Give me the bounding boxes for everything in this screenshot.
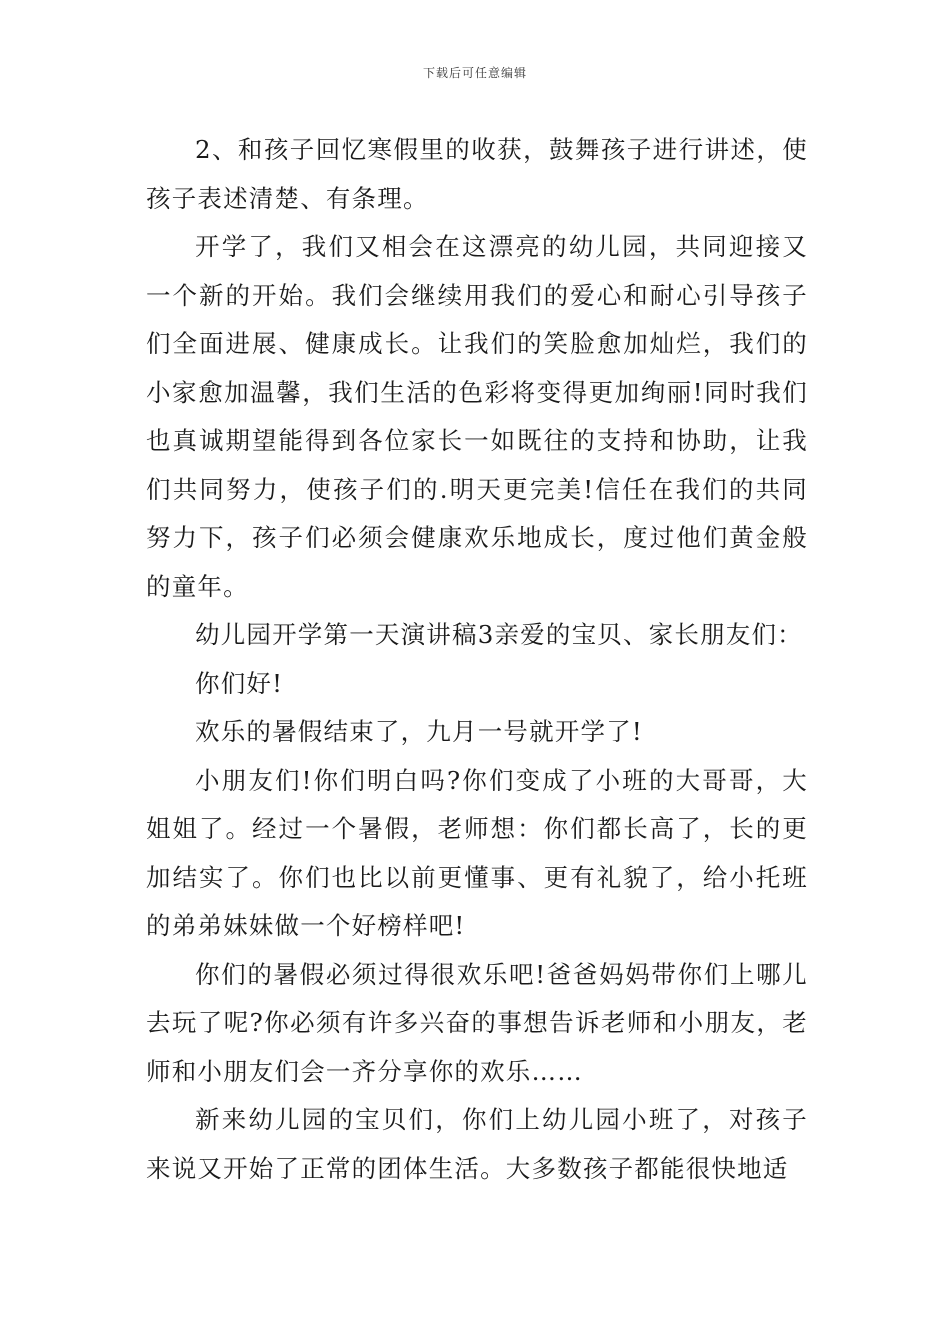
paragraph: 新来幼儿园的宝贝们，你们上幼儿园小班了，对孩子来说又开始了正常的团体生活。大多数孩子都能很快地适 <box>146 1105 808 1183</box>
paragraph-greeting: 你们好! <box>195 668 284 698</box>
document-body <box>146 126 808 1193</box>
paragraph: 2、和孩子回忆寒假里的收获，鼓舞孩子进行讲述，使孩子表述清楚、有条理。 <box>146 135 808 213</box>
paragraph: 开学了，我们又相会在这漂亮的幼儿园，共同迎接又一个新的开始。我们会继续用我们的爱心和耐心引导孩子们全面进展、健康成长。让我们的笑脸愈加灿烂，我们的小家愈加温馨，我们生活的色彩将变得更加绚丽!同时我们也真诚期望能得到各位家长一如既往的支持和协助，让我们共同努力，使孩子们的.明天更完美!信任在我们的共同努力下，孩子们必须会健康欢乐地成长，度过他们黄金般的童年。 <box>146 232 808 601</box>
page-header-note: 下载后可任意编辑 <box>422 66 527 80</box>
paragraph: 小朋友们!你们明白吗?你们变成了小班的大哥哥，大姐姐了。经过一个暑假，老师想：你们都长高了，长的更加结实了。你们也比以前更懂事、更有礼貌了，给小托班的弟弟妹妹做一个好榜样吧! <box>146 765 808 940</box>
paragraph-speech-title: 幼儿园开学第一天演讲稿3亲爱的宝贝、家长朋友们： <box>195 620 803 649</box>
paragraph: 你们的暑假必须过得很欢乐吧!爸爸妈妈带你们上哪儿去玩了呢?你必须有许多兴奋的事想告诉老师和小朋友，老师和小朋友们会一齐分享你的欢乐…… <box>146 959 808 1086</box>
paragraph: 欢乐的暑假结束了，九月一号就开学了! <box>195 717 643 746</box>
